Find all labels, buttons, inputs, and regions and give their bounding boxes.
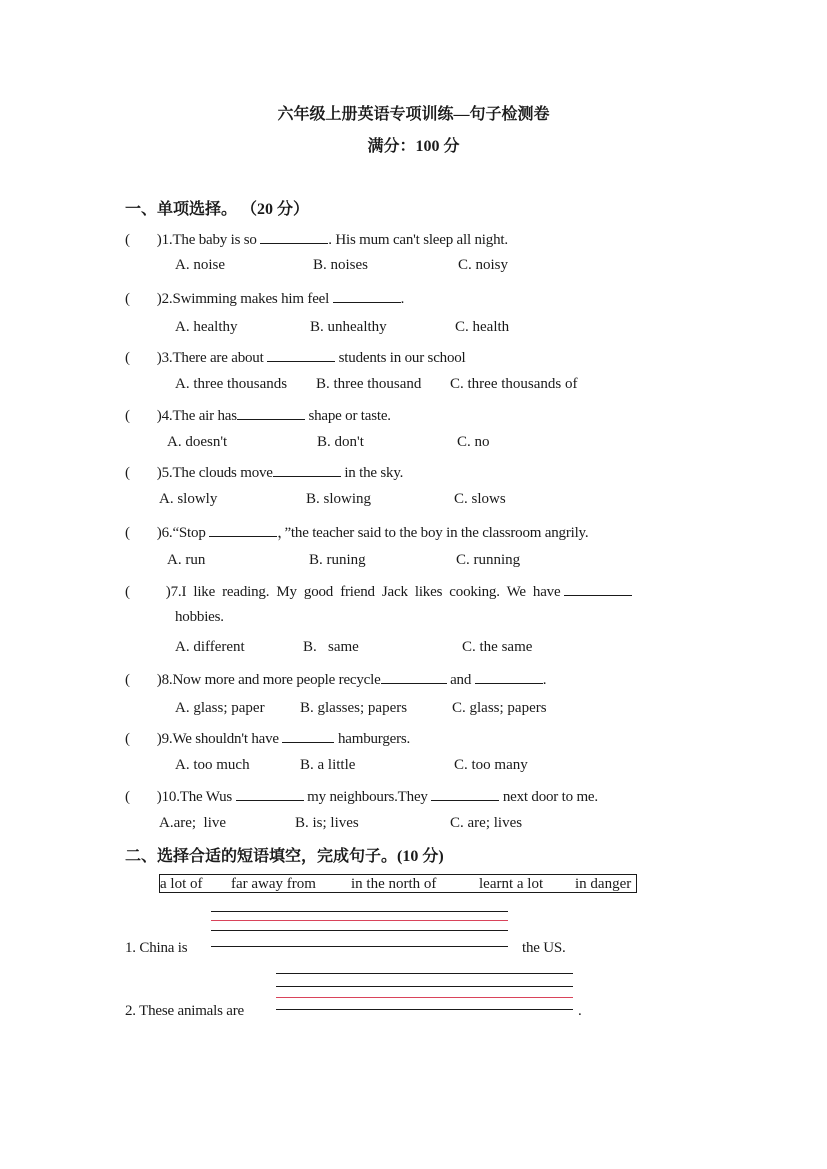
option-c[interactable]: C. too many <box>454 757 528 773</box>
writing-line <box>211 911 508 912</box>
option-a[interactable]: A. different <box>175 639 245 655</box>
option-a[interactable]: A. run <box>167 552 206 568</box>
question-10: ( )10.The Wus my neighbours.They next door to me. <box>125 786 598 806</box>
phrase-item[interactable]: learnt a lot <box>479 876 544 892</box>
option-c[interactable]: C. glass; papers <box>452 700 547 716</box>
phrase-item[interactable]: in danger <box>575 876 632 892</box>
question-8: ( )8.Now more and more people recycle and . <box>125 669 546 689</box>
answer-blank[interactable] <box>236 786 304 801</box>
writing-line <box>276 973 573 974</box>
answer-blank[interactable] <box>333 288 401 303</box>
answer-paren-open[interactable]: ( <box>125 465 130 481</box>
answer-blank[interactable] <box>475 669 543 684</box>
option-c[interactable]: C. health <box>455 319 510 335</box>
question-3: ( )3.There are about students in our school <box>125 347 466 367</box>
option-a[interactable]: A.are; live <box>159 815 227 831</box>
option-c[interactable]: C. slows <box>454 491 506 507</box>
option-a[interactable]: A. slowly <box>159 491 218 507</box>
option-b[interactable]: B. a little <box>300 757 356 773</box>
sentence-2-end: . <box>578 1003 582 1019</box>
answer-blank[interactable] <box>237 405 305 420</box>
sentence-1-end: the US. <box>522 940 566 956</box>
phrase-item[interactable]: in the north of <box>351 876 437 892</box>
answer-blank[interactable] <box>282 728 334 743</box>
full-score: 满分：100 分 <box>367 138 460 155</box>
option-b[interactable]: B. unhealthy <box>310 319 387 335</box>
sentence-1-start: 1. China is <box>125 940 188 956</box>
answer-paren-open[interactable]: ( <box>125 291 130 307</box>
option-b[interactable]: B. don't <box>317 434 364 450</box>
option-b[interactable]: B. three thousand <box>316 376 422 392</box>
option-c[interactable]: C. three thousands of <box>450 376 578 392</box>
writing-line <box>211 920 508 921</box>
answer-blank[interactable] <box>267 347 335 362</box>
answer-blank[interactable] <box>381 669 447 684</box>
writing-line[interactable] <box>211 946 508 947</box>
question-2: ( )2.Swimming makes him feel . <box>125 288 404 308</box>
phrase-bank <box>159 874 637 893</box>
page-title: 六年级上册英语专项训练—句子检测卷 <box>277 106 550 123</box>
option-b[interactable]: B. is; lives <box>295 815 359 831</box>
question-4: ( )4.The air has shape or taste. <box>125 405 391 425</box>
phrase-item[interactable]: a lot of <box>160 876 203 892</box>
answer-blank[interactable] <box>431 786 499 801</box>
section1-heading: 一、单项选择。 （20 分） <box>125 201 310 218</box>
option-c[interactable]: C. the same <box>462 639 533 655</box>
section2-heading: 二、选择合适的短语填空，完成句子。(10 分) <box>125 848 444 865</box>
answer-blank[interactable] <box>564 581 632 596</box>
option-b[interactable]: B. runing <box>309 552 366 568</box>
option-b[interactable]: B. glasses; papers <box>300 700 408 716</box>
question-7: ( )7.I like reading. My good friend Jack likes cooking. We have <box>125 581 632 601</box>
option-a[interactable]: A. glass; paper <box>175 700 265 716</box>
answer-paren-open[interactable]: ( <box>125 731 130 747</box>
question-9: ( )9.We shouldn't have hamburgers. <box>125 728 410 748</box>
sentence-2-start: 2. These animals are <box>125 1003 245 1019</box>
answer-paren-open[interactable]: ( <box>125 525 130 541</box>
answer-paren-open[interactable]: ( <box>125 408 130 424</box>
answer-paren-open[interactable]: ( <box>125 672 130 688</box>
option-c[interactable]: C. no <box>457 434 490 450</box>
writing-line <box>276 997 573 998</box>
question-6: ( )6.“Stop ，”the teacher said to the boy in the classroom angrily. <box>125 521 588 542</box>
answer-blank[interactable] <box>260 229 328 244</box>
writing-line <box>276 986 573 987</box>
option-b[interactable]: B. slowing <box>306 491 372 507</box>
question-1: ( )1.The baby is so . His mum can't sleep all night. <box>125 229 508 249</box>
answer-paren-open[interactable]: ( <box>125 232 130 248</box>
answer-paren-open[interactable]: ( <box>125 789 130 805</box>
option-a[interactable]: A. healthy <box>175 319 238 335</box>
answer-blank[interactable] <box>273 462 341 477</box>
option-c[interactable]: C. noisy <box>458 257 509 273</box>
option-c[interactable]: C. running <box>456 552 521 568</box>
answer-paren-open[interactable]: ( <box>125 584 130 600</box>
option-c[interactable]: C. are; lives <box>450 815 523 831</box>
option-b[interactable]: B. same <box>303 639 359 655</box>
answer-paren-open[interactable]: ( <box>125 350 130 366</box>
question-5: ( )5.The clouds move in the sky. <box>125 462 403 482</box>
option-a[interactable]: A. noise <box>175 257 225 273</box>
option-a[interactable]: A. too much <box>175 757 250 773</box>
writing-line <box>211 930 508 931</box>
option-b[interactable]: B. noises <box>313 257 369 273</box>
phrase-item[interactable]: far away from <box>231 876 316 892</box>
option-a[interactable]: A. doesn't <box>167 434 228 450</box>
question-7-continued: hobbies. <box>175 609 224 625</box>
answer-blank[interactable] <box>209 522 277 537</box>
option-a[interactable]: A. three thousands <box>175 376 288 392</box>
writing-line[interactable] <box>276 1009 573 1010</box>
